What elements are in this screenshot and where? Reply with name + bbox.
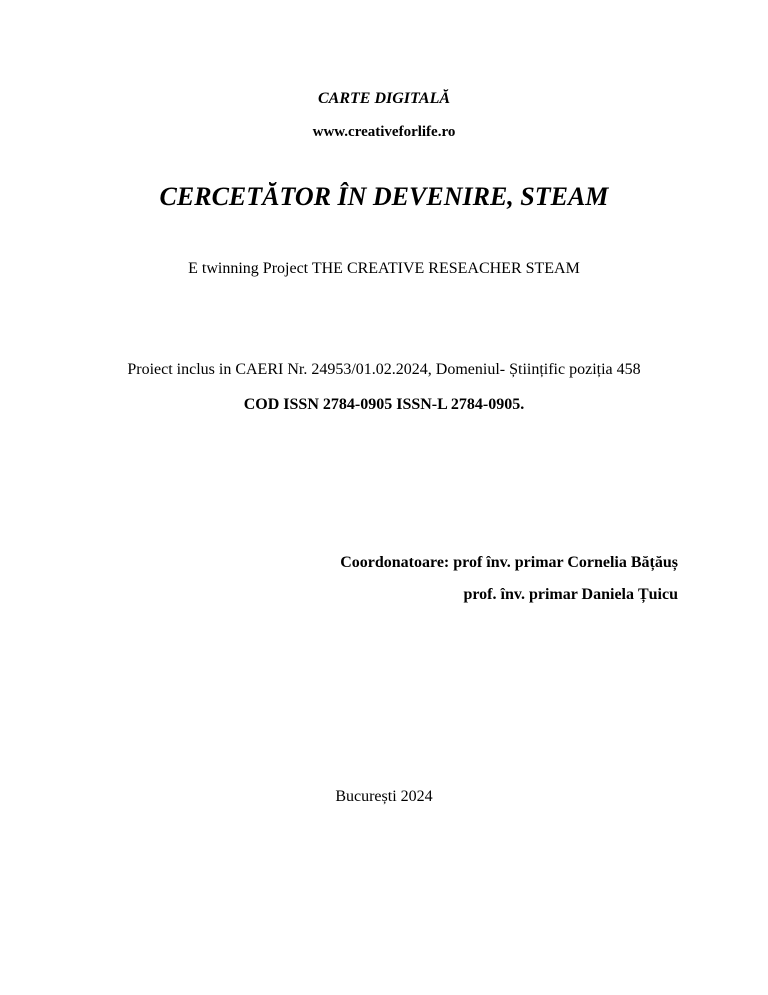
document-kicker: CARTE DIGITALĂ [317,90,451,107]
issn-code: COD ISSN 2784-0905 ISSN-L 2784-0905. [243,396,525,413]
book-title: CERCETĂTOR ÎN DEVENIRE, STEAM [159,182,609,211]
coordinator-line-1: Coordonatoare: prof înv. primar Cornelia Bățăuș [340,554,678,571]
place-and-year: București 2024 [335,788,433,805]
project-subtitle: E twinning Project THE CREATIVE RESEACHER STEAM [188,260,580,277]
coordinator-line-2: prof. înv. primar Daniela Țuicu [463,586,678,603]
registry-info: Proiect inclus in CAERI Nr. 24953/01.02.2024, Domeniul- Științific poziția 458 [127,361,641,378]
website-url: www.creativeforlife.ro [312,124,456,140]
